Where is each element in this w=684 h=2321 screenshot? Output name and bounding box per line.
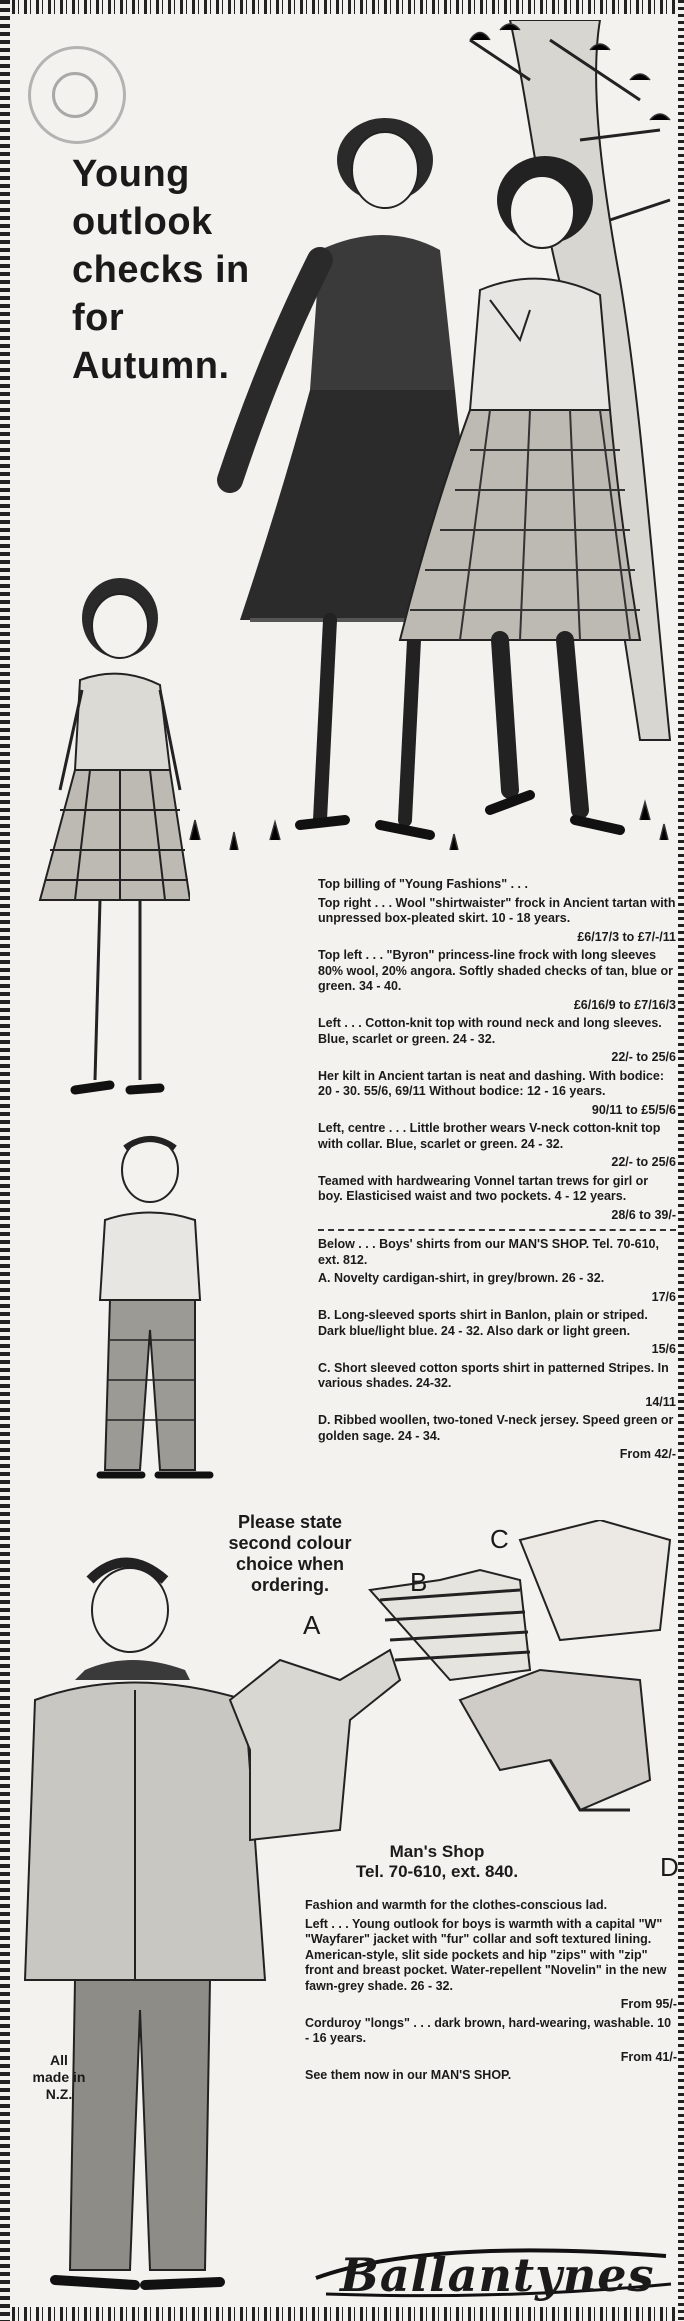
item-text: Left . . . Young outlook for boys is warmth with a capital "W" "Wayfarer" jacket with "fur" collar and soft textured lining. American-style, slit side pockets and hip "zips" with "zip" front and breast pocket. Water-repellent "Novelin" in the new fawn-grey shade. 26 - 32. [305, 1916, 667, 1993]
left-border [0, 0, 10, 2321]
ballantynes-logo: Ballantynes [340, 2248, 655, 2302]
item-text: C. Short sleeved cotton sports shirt in patterned Stripes. In various shades. 24-32. [318, 1360, 669, 1390]
mans-shop-closing: See them now in our MAN'S SHOP. [305, 2068, 512, 2082]
item-price: 22/- to 25/6 [611, 1155, 676, 1169]
boys-shirts-heading: Below . . . Boys' shirts from our MAN'S SHOP. Tel. 70-610, ext. 812. [318, 1237, 659, 1267]
item-text: Left . . . Cotton-knit top with round neck and long sleeves. Blue, scarlet or green. 24 - 32. [318, 1016, 662, 1046]
section-divider [318, 1229, 676, 1231]
headline-line: Young [72, 153, 190, 195]
mans-shop-copy [305, 1898, 677, 2087]
item-text: A. Novelty cardigan-shirt, in grey/brown. 26 - 32. [318, 1271, 605, 1285]
item-text: Top left . . . "Byron" princess-line frock with long sleeves 80% wool, 20% angora. Softly shaded checks of tan, blue or green. 34 - 40. [318, 948, 673, 993]
item-price: 28/6 to 39/- [611, 1207, 676, 1222]
young-fashions-copy [318, 877, 676, 1466]
mans-shop-name: Man's Shop [389, 1842, 485, 1861]
letter-d: D [660, 1852, 679, 1882]
item-text: D. Ribbed woollen, two-toned V-neck jersey. Speed green or golden sage. 24 - 34. [318, 1413, 674, 1443]
made-in-nz: All made in N.Z. [32, 2052, 86, 2102]
mans-shop-label [352, 1842, 522, 1882]
headline-line: checks in [72, 249, 250, 291]
headline-line: Autumn. [72, 345, 230, 387]
letter-c: C [490, 1524, 509, 1554]
item-price: £6/17/3 to £7/-/11 [577, 929, 676, 944]
item-text: B. Long-sleeved sports shirt in Banlon, plain or striped. Dark blue/light blue. 24 - 32. Also dark or light green. [318, 1308, 648, 1338]
item-price: £6/16/9 to £7/16/3 [573, 997, 676, 1012]
item-price: From 42/- [619, 1447, 676, 1461]
postmark-stamp-inner [52, 72, 98, 118]
item-price: 14/11 [645, 1394, 676, 1409]
boy-trews-illustration [70, 1130, 220, 1490]
item-text: Top right . . . Wool "shirtwaister" frock in Ancient tartan with unpressed box-pleated skirt. 10 - 18 years. [318, 895, 676, 925]
item-price: From 95/- [620, 1997, 677, 2011]
colour-choice-note: Please state second colour choice when ordering. [228, 1512, 352, 1595]
young-fashions-heading: Top billing of "Young Fashions" . . . [318, 877, 528, 891]
headline-line: outlook [72, 201, 213, 243]
item-text: Corduroy "longs" . . . dark brown, hard-wearing, washable. 10 - 16 years. [305, 2015, 672, 2045]
headline-line: for [72, 297, 125, 339]
item-text: Teamed with hardwearing Vonnel tartan trews for girl or boy. Elasticised waist and two pockets. 4 - 12 years. [318, 1173, 649, 1203]
girls-illustration [170, 20, 680, 870]
item-price: 22/- to 25/6 [611, 1050, 676, 1064]
item-text: Left, centre . . . Little brother wears V-neck cotton-knit top with collar. Blue, scarlet or green. 24 - 32. [318, 1121, 661, 1151]
mans-shop-tel: Tel. 70-610, ext. 840. [355, 1862, 519, 1881]
top-border [0, 0, 684, 14]
item-price: 15/6 [651, 1342, 676, 1356]
item-text: Her kilt in Ancient tartan is neat and dashing. With bodice: 20 - 30. 55/6, 69/11 Without bodice: 12 - 16 years. [318, 1068, 664, 1098]
item-price: 90/11 to £5/5/6 [591, 1102, 676, 1117]
mans-shop-tagline: Fashion and warmth for the clothes-conscious lad. [305, 1898, 608, 1912]
item-price: From 41/- [620, 2049, 677, 2064]
kilt-girl-illustration [20, 560, 190, 1120]
item-price: 17/6 [651, 1289, 676, 1304]
letter-b: B [410, 1567, 428, 1597]
letter-a: A [303, 1610, 321, 1640]
